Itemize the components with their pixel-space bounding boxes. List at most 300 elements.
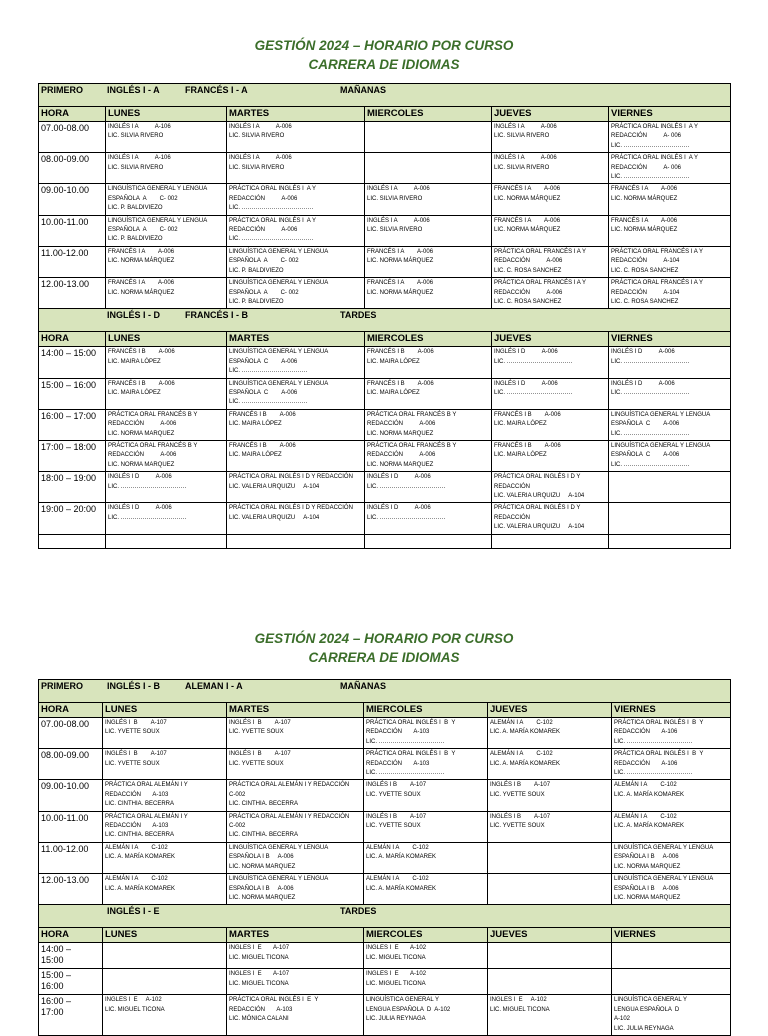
class-info: PRÁCTICA ORAL INGLÉS I A Y REDACCIÓN A-006 LIC. ……………………………… (229, 217, 317, 243)
hour-cell (39, 278, 106, 309)
page-title: GESTIÓN 2024 – HORARIO POR CURSO (254, 38, 514, 53)
schedule-row (39, 842, 731, 873)
class-info: INGLÉS I A A-006 LIC. SILVIA RIVERO (229, 155, 292, 171)
hour-cell (39, 842, 103, 873)
class-info: INGLÉS I D A-006 LIC. …………………………… (611, 349, 690, 365)
class-cell (364, 718, 488, 749)
class-info: INGLÉS I D A-006 LIC. …………………………… (367, 474, 446, 490)
class-info: PRÁCTICA ORAL FRANCÉS B Y REDACCIÓN A-006 LIC. NORMA MARQUEZ (108, 442, 198, 468)
class-cell (364, 749, 488, 780)
class-cell (227, 153, 365, 184)
class-cell (364, 874, 488, 905)
schedule-row (39, 378, 731, 409)
class-cell (609, 153, 731, 184)
hour-cell (39, 215, 106, 246)
class-info: LINGUÍSTICA GENERAL Y LENGUA ESPAÑOLA C A-006 LIC. …………………………… (611, 442, 711, 468)
class-info: PRÁCTICA ORAL FRANCÉS B Y REDACCIÓN A-006 LIC. NORMA MARQUEZ (108, 411, 198, 437)
class-cell (227, 842, 364, 873)
class-cell (492, 347, 609, 378)
class-info: LINGUÍSTICA GENERAL Y LENGUA ESPAÑOLA A C- 002 LIC. P. BALDIVIEZO (108, 217, 208, 243)
class-cell (106, 347, 227, 378)
schedule-row (39, 472, 731, 503)
class-info: INGLÉS I B A-107 LIC. YVETTE SOUX (366, 813, 427, 830)
class-cell (364, 811, 488, 842)
class-info: PRÁCTICA ORAL INGLÉS I D Y REDACCIÓN LIC. VALERIA URQUIZU A-104 (494, 474, 585, 499)
class-cell (103, 842, 227, 873)
class-cell (103, 874, 227, 905)
shift-label: TARDES (340, 906, 377, 917)
class-info: FRANCÉS I A A-006 LIC. NORMA MÁRQUEZ (611, 217, 678, 234)
hour-label: 08.00-09.00 (41, 154, 90, 165)
class-info: LINGUÍSTICA GENERAL Y LENGUA ESPAÑOLA D A-102 LIC. JULIA REYNAGA (614, 997, 688, 1032)
class-cell (106, 409, 227, 440)
class-info: INGLÉS I A A-006 LIC. SILVIA RIVERO (229, 124, 292, 140)
hour-cell (39, 503, 106, 534)
group-label-2: FRANCÉS I - B (185, 310, 248, 321)
class-info: INGLÉS I D A-006 LIC. …………………………… (494, 380, 573, 396)
shift-band-morning (39, 680, 731, 703)
group-label-1: INGLÉS I - E (107, 906, 160, 917)
class-info: FRANCÉS I A A-006 LIC. NORMA MÁRQUEZ (108, 248, 175, 265)
class-cell (609, 246, 731, 277)
class-info: PRÁCTICA ORAL INGLÉS I B Y REDACCIÓN A-103 LIC. …………………………… (366, 720, 456, 745)
class-info: PRÁCTICA ORAL INGLÉS I B Y REDACCIÓN A-103 LIC. …………………………… (366, 751, 456, 777)
hour-label: 11.00-12.00 (41, 247, 89, 258)
class-info: FRANCÉS I A A-006 LIC. NORMA MÁRQUEZ (367, 280, 434, 296)
class-info: PRÁCTICA ORAL INGLÉS I A Y REDACCIÓN A- 006 LIC. …………………………… (611, 155, 699, 181)
schedule-page-2 (0, 629, 768, 667)
class-info: FRANCÉS I B A-006 LIC. MAIRA LÓPEZ (494, 442, 561, 459)
class-cell (227, 995, 364, 1036)
class-info: PRÁCTICA ORAL FRANCÉS B Y REDACCIÓN A-006 LIC. NORMA MARQUEZ (367, 411, 457, 437)
shift-band-cell (39, 680, 731, 703)
class-cell (227, 472, 365, 503)
class-info: PRÁCTICA ORAL ALEMÁN I Y REDACCIÓN C-002 LIC. CINTHIA. BECERRA (229, 782, 350, 808)
empty-cell (106, 534, 227, 548)
shift-band-morning (39, 84, 731, 107)
schedule-row (39, 995, 731, 1036)
empty-row (39, 534, 731, 548)
class-cell (106, 503, 227, 534)
class-info: FRANCÉS I A A-006 LIC. NORMA MÁRQUEZ (494, 186, 561, 202)
page-subtitle: CARRERA DE IDIOMAS (308, 650, 460, 665)
class-cell (612, 943, 731, 969)
column-header: LUNES (106, 107, 227, 122)
schedule-row (39, 246, 731, 277)
class-info: FRANCÉS I B A-006 LIC. MAIRA LÓPEZ (229, 442, 296, 459)
class-cell (103, 943, 227, 969)
class-info: INGLES I E A-107 LIC. MIGUEL TICONA (229, 945, 290, 961)
class-cell (364, 842, 488, 873)
shift-label: TARDES (340, 310, 377, 321)
class-info: INGLÉS I A A-006 LIC. SILVIA RIVERO (494, 155, 557, 171)
group-label-2: ALEMAN I - A (185, 681, 243, 691)
class-cell (106, 184, 227, 215)
class-cell (227, 246, 365, 277)
class-cell (364, 969, 488, 995)
hour-label: 10.00-11.00 (41, 216, 89, 227)
class-cell (492, 215, 609, 246)
shift-band-afternoon (39, 905, 731, 928)
class-info: FRANCÉS I B A-006 LIC. MAIRA LÓPEZ (494, 411, 561, 428)
schedule-row (39, 440, 731, 471)
class-cell (492, 472, 609, 503)
class-info: LINGUÍSTICA GENERAL Y LENGUA ESPAÑOLA A C- 002 LIC. P. BALDIVIEZO (108, 186, 208, 212)
class-cell (488, 780, 612, 811)
class-cell (103, 749, 227, 780)
class-info: INGLES I E A-102 LIC. MIGUEL TICONA (105, 997, 165, 1013)
class-cell (492, 122, 609, 153)
class-info: INGLÉS I A A-106 LIC. SILVIA RIVERO (108, 124, 171, 140)
column-header: MARTES (227, 332, 365, 347)
class-cell (365, 409, 492, 440)
hour-cell (39, 969, 103, 995)
class-cell (612, 874, 731, 905)
class-cell (364, 943, 488, 969)
column-header: MARTES (227, 107, 365, 122)
class-cell (612, 811, 731, 842)
class-info: LINGUÍSTICA GENERAL Y LENGUA ESPAÑOLA D A-102 LIC. JULIA REYNAGA (366, 997, 451, 1023)
header-row-afternoon (39, 332, 731, 347)
class-cell (612, 749, 731, 780)
class-info: PRÁCTICA ORAL INGLÉS I B Y REDACCIÓN A-106 LIC. …………………………… (614, 720, 704, 745)
class-info: PRÁCTICA ORAL ALEMÁN I Y REDACCIÓN C-002 LIC. CINTHIA. BECERRA (229, 813, 350, 839)
class-info: FRANCÉS I B A-006 LIC. MAIRA LÓPEZ (108, 380, 175, 396)
class-cell (492, 153, 609, 184)
class-cell (365, 153, 492, 184)
column-header: LUNES (106, 332, 227, 347)
shift-band-cell (39, 309, 731, 332)
class-info: INGLES I E A-102 LIC. MIGUEL TICONA (490, 997, 550, 1013)
class-info: INGLÉS I B A-107 LIC. YVETTE SOUX (105, 720, 167, 736)
class-cell (365, 472, 492, 503)
class-info: INGLÉS I B A-107 LIC. YVETTE SOUX (490, 782, 551, 798)
column-header: HORA (39, 107, 106, 122)
schedule-table-1 (38, 83, 731, 549)
hour-cell (39, 122, 106, 153)
class-cell (365, 246, 492, 277)
column-header: MIERCOLES (365, 107, 492, 122)
class-info: INGLÉS I A A-006 LIC. SILVIA RIVERO (367, 186, 430, 202)
class-info: LINGUÍSTICA GENERAL Y LENGUA ESPAÑOLA I B A-006 LIC. NORMA MARQUEZ (229, 844, 329, 870)
header-row-afternoon (39, 928, 731, 943)
class-cell (612, 718, 731, 749)
empty-cell (492, 534, 609, 548)
shift-band-cell (39, 905, 731, 928)
empty-cell (609, 534, 731, 548)
class-info: PRÁCTICA ORAL INGLÉS I D Y REDACCIÓN LIC. VALERIA URQUIZU A-104 (494, 505, 585, 531)
class-cell (609, 347, 731, 378)
class-cell (227, 811, 364, 842)
class-cell (365, 503, 492, 534)
class-info: PRÁCTICA ORAL FRANCÉS I A Y REDACCIÓN A-104 LIC. C. ROSA SANCHEZ (611, 248, 704, 274)
group-label-1: INGLÉS I - B (107, 681, 161, 691)
class-cell (103, 780, 227, 811)
class-info: PRÁCTICA ORAL INGLÉS I E Y REDACCIÓN A-103 LIC. MÓNICA CALANI (229, 997, 319, 1023)
class-cell (365, 347, 492, 378)
schedule-row (39, 278, 731, 309)
column-header: MIERCOLES (365, 332, 492, 347)
class-info: INGLÉS I D A-006 LIC. …………………………… (367, 505, 446, 521)
class-info: LINGUÍSTICA GENERAL Y LENGUA ESPAÑOLA C A-006 LIC. …………………………… (611, 411, 711, 437)
schedule-row (39, 874, 731, 905)
schedule-row (39, 749, 731, 780)
class-cell (106, 440, 227, 471)
class-info: ALEMÁN I A C-102 LIC. A. MARÍA KOMAREK (105, 876, 176, 892)
class-info: INGLES I E A-107 LIC. MIGUEL TICONA (229, 971, 290, 987)
class-cell (612, 780, 731, 811)
empty-cell (39, 534, 106, 548)
group-label-2: FRANCÉS I - A (185, 85, 248, 95)
hour-cell (39, 246, 106, 277)
class-info: PRÁCTICA ORAL FRANCÉS I A Y REDACCIÓN A-104 LIC. C. ROSA SANCHEZ (611, 280, 704, 305)
column-header: JUEVES (492, 107, 609, 122)
class-cell (492, 378, 609, 409)
class-info: INGLÉS I B A-107 LIC. YVETTE SOUX (490, 813, 551, 830)
schedule-row (39, 780, 731, 811)
class-cell (365, 184, 492, 215)
class-cell (612, 969, 731, 995)
schedule-row (39, 503, 731, 534)
year-label: PRIMERO (41, 85, 84, 95)
class-cell (227, 378, 365, 409)
class-info: PRÁCTICA ORAL FRANCÉS I A Y REDACCIÓN A-006 LIC. C. ROSA SANCHEZ (494, 248, 587, 274)
page-subtitle: CARRERA DE IDIOMAS (308, 57, 460, 72)
column-header: HORA (39, 332, 106, 347)
hour-label: 12.00-13.00 (41, 875, 90, 886)
column-header: HORA (39, 703, 103, 718)
class-info: PRÁCTICA ORAL ALEMÁN I Y REDACCIÓN A-103 LIC. CINTHIA. BECERRA (105, 813, 188, 839)
hour-label: 17:00 – 18:00 (41, 441, 97, 452)
class-info: PRÁCTICA ORAL INGLÉS I B Y REDACCIÓN A-106 LIC. …………………………… (614, 751, 704, 777)
hour-cell (39, 184, 106, 215)
hour-cell (39, 472, 106, 503)
class-cell (103, 718, 227, 749)
hour-cell (39, 718, 103, 749)
class-cell (227, 440, 365, 471)
shift-label: MAÑANAS (340, 681, 386, 691)
hour-cell (39, 943, 103, 969)
class-cell (609, 440, 731, 471)
shift-label: MAÑANAS (340, 85, 386, 95)
header-row-morning (39, 107, 731, 122)
column-header: VIERNES (612, 928, 731, 943)
year-label: PRIMERO (41, 681, 84, 691)
column-header: VIERNES (609, 332, 731, 347)
class-info: FRANCÉS I B A-006 LIC. MAIRA LÓPEZ (108, 349, 175, 365)
class-cell (106, 378, 227, 409)
class-info: FRANCÉS I A A-006 LIC. NORMA MÁRQUEZ (611, 186, 678, 202)
class-info: FRANCÉS I A A-006 LIC. NORMA MÁRQUEZ (367, 248, 434, 265)
empty-cell (365, 534, 492, 548)
class-info: INGLÉS I B A-107 LIC. YVETTE SOUX (229, 720, 291, 736)
hour-cell (39, 995, 103, 1036)
hour-label: 07.00-08.00 (41, 123, 90, 133)
schedule-row (39, 184, 731, 215)
class-info: INGLÉS I D A-006 LIC. …………………………… (494, 349, 573, 365)
class-info: PRÁCTICA ORAL FRANCÉS I A Y REDACCIÓN A-006 LIC. C. ROSA SANCHEZ (494, 280, 587, 305)
class-cell (609, 122, 731, 153)
hour-label: 11.00-12.00 (41, 843, 89, 854)
class-cell (227, 278, 365, 309)
empty-cell (227, 534, 365, 548)
class-cell (364, 995, 488, 1036)
class-info: FRANCÉS I B A-006 LIC. MAIRA LÓPEZ (229, 411, 296, 428)
hour-cell (39, 440, 106, 471)
class-cell (365, 122, 492, 153)
class-info: INGLÉS I D A-006 LIC. …………………………… (108, 474, 187, 490)
schedule-table-2 (38, 679, 731, 1036)
class-cell (488, 811, 612, 842)
class-cell (227, 409, 365, 440)
column-header: LUNES (103, 928, 227, 943)
class-info: INGLÉS I A A-006 LIC. SILVIA RIVERO (494, 124, 557, 140)
class-cell (227, 749, 364, 780)
page-title: GESTIÓN 2024 – HORARIO POR CURSO (254, 631, 514, 646)
column-header: JUEVES (488, 928, 612, 943)
hour-label: 09.00-10.00 (41, 185, 90, 196)
hour-label: 15:00 – 16:00 (41, 379, 97, 390)
column-header: HORA (39, 928, 103, 943)
class-cell (365, 215, 492, 246)
class-cell (106, 472, 227, 503)
column-header: JUEVES (488, 703, 612, 718)
class-info: FRANCÉS I B A-006 LIC. MAIRA LÓPEZ (367, 349, 434, 365)
header-row-morning (39, 703, 731, 718)
hour-label: 14:00 – 15:00 (41, 348, 97, 359)
class-cell (227, 184, 365, 215)
class-cell (492, 278, 609, 309)
class-cell (227, 215, 365, 246)
class-info: INGLÉS I A A-006 LIC. SILVIA RIVERO (367, 217, 430, 234)
class-cell (612, 995, 731, 1036)
class-cell (106, 122, 227, 153)
hour-label: 16:00 – 17:00 (41, 410, 97, 421)
class-info: PRÁCTICA ORAL INGLÉS I D Y REDACCIÓN LIC. VALERIA URQUIZU A-104 (229, 474, 353, 490)
class-cell (227, 503, 365, 534)
shift-band-afternoon (39, 309, 731, 332)
class-cell (492, 440, 609, 471)
column-header: MIERCOLES (364, 928, 488, 943)
class-cell (488, 749, 612, 780)
class-info: FRANCÉS I B A-006 LIC. MAIRA LÓPEZ (367, 380, 434, 396)
class-info: ALEMÁN I A C-102 LIC. A. MARÍA KOMAREK (614, 813, 685, 830)
class-cell (609, 378, 731, 409)
class-cell (609, 278, 731, 309)
class-cell (365, 378, 492, 409)
class-cell (612, 842, 731, 873)
column-header: JUEVES (492, 332, 609, 347)
schedule-row (39, 943, 731, 969)
schedule-row (39, 153, 731, 184)
class-cell (488, 943, 612, 969)
class-cell (488, 842, 612, 873)
class-info: INGLÉS I A A-106 LIC. SILVIA RIVERO (108, 155, 171, 171)
class-info: LINGUÍSTICA GENERAL Y LENGUA ESPAÑOLA C A-006 LIC. …………………………… (229, 349, 329, 375)
hour-label: 07.00-08.00 (41, 719, 90, 729)
class-cell (227, 122, 365, 153)
class-cell (492, 409, 609, 440)
schedule-row (39, 718, 731, 749)
column-header: VIERNES (609, 107, 731, 122)
class-info: PRÁCTICA ORAL FRANCÉS B Y REDACCIÓN A-006 LIC. NORMA MARQUEZ (367, 442, 457, 468)
class-info: LINGUÍSTICA GENERAL Y LENGUA ESPAÑOLA I B A-006 LIC. NORMA MARQUEZ (229, 876, 329, 901)
schedule-page-1 (0, 36, 768, 74)
column-header: MARTES (227, 703, 364, 718)
class-cell (488, 969, 612, 995)
schedule-row (39, 969, 731, 995)
class-info: FRANCÉS I A A-006 LIC. NORMA MÁRQUEZ (494, 217, 561, 234)
class-cell (492, 503, 609, 534)
class-cell (609, 184, 731, 215)
class-info: INGLÉS I B A-107 LIC. YVETTE SOUX (105, 751, 167, 767)
hour-label: 14:00 – 15:00 (41, 944, 72, 966)
schedule-row (39, 409, 731, 440)
hour-cell (39, 347, 106, 378)
hour-cell (39, 749, 103, 780)
class-info: INGLES I E A-102 LIC. MIGUEL TICONA (366, 945, 427, 961)
class-cell (488, 995, 612, 1036)
class-info: ALEMÁN I A C-102 LIC. A. MARÍA KOMAREK (366, 876, 437, 892)
class-info: INGLÉS I B A-107 LIC. YVETTE SOUX (229, 751, 291, 767)
column-header: VIERNES (612, 703, 731, 718)
class-cell (365, 278, 492, 309)
class-info: INGLÉS I B A-107 LIC. YVETTE SOUX (366, 782, 427, 798)
schedule-row (39, 347, 731, 378)
class-cell (106, 278, 227, 309)
class-info: ALEMÁN I A C-102 LIC. A. MARÍA KOMAREK (614, 782, 685, 798)
class-info: ALEMÁN I A C-102 LIC. A. MARÍA KOMAREK (366, 844, 437, 861)
column-header: MIERCOLES (364, 703, 488, 718)
class-info: INGLÉS I D A-006 LIC. …………………………… (108, 505, 187, 521)
class-cell (609, 409, 731, 440)
class-cell (609, 472, 731, 503)
hour-cell (39, 409, 106, 440)
class-cell (227, 943, 364, 969)
class-cell (227, 347, 365, 378)
class-cell (492, 184, 609, 215)
class-info: LINGUÍSTICA GENERAL Y LENGUA ESPAÑOLA C A-006 LIC. …………………………… (229, 380, 329, 406)
class-info: INGLÉS I D A-006 LIC. …………………………… (611, 380, 690, 396)
class-cell (609, 503, 731, 534)
class-cell (106, 153, 227, 184)
class-cell (103, 811, 227, 842)
hour-cell (39, 153, 106, 184)
class-cell (365, 440, 492, 471)
hour-label: 18:00 – 19:00 (41, 473, 97, 484)
class-cell (609, 215, 731, 246)
class-info: PRÁCTICA ORAL INGLÉS I A Y REDACCIÓN A- 006 LIC. …………………………… (611, 124, 699, 149)
schedule-row (39, 811, 731, 842)
class-info: LINGUÍSTICA GENERAL Y LENGUA ESPAÑOLA I B A-006 LIC. NORMA MARQUEZ (614, 844, 714, 870)
class-cell (492, 246, 609, 277)
hour-cell (39, 378, 106, 409)
hour-label: 19:00 – 20:00 (41, 504, 97, 515)
schedule-row (39, 215, 731, 246)
class-info: PRÁCTICA ORAL INGLÉS I A Y REDACCIÓN A-006 LIC. ……………………………… (229, 186, 317, 212)
class-cell (106, 215, 227, 246)
class-cell (364, 780, 488, 811)
hour-label: 12.00-13.00 (41, 279, 90, 290)
class-cell (227, 969, 364, 995)
class-info: LINGUÍSTICA GENERAL Y LENGUA ESPAÑOLA I B A-006 LIC. NORMA MARQUEZ (614, 876, 714, 901)
class-info: INGLES I E A-102 LIC. MIGUEL TICONA (366, 971, 427, 987)
hour-label: 10.00-11.00 (41, 812, 89, 823)
class-info: ALEMÁN I A C-102 LIC. A. MARÍA KOMAREK (105, 844, 176, 861)
hour-cell (39, 874, 103, 905)
hour-cell (39, 811, 103, 842)
shift-band-cell (39, 84, 731, 107)
